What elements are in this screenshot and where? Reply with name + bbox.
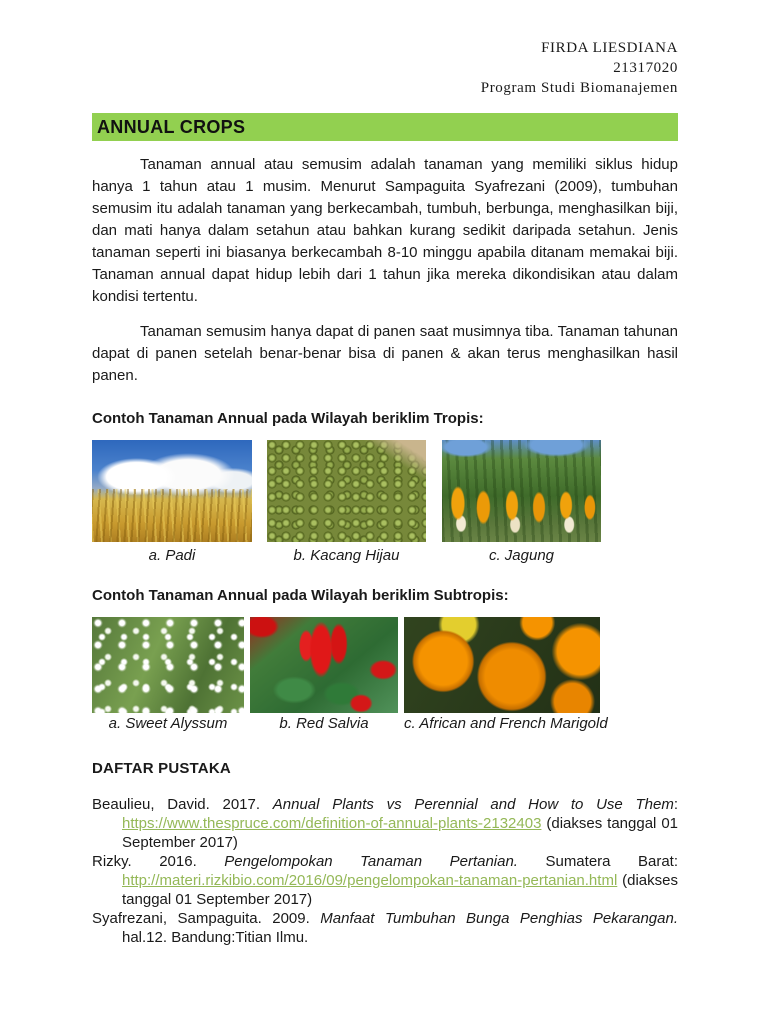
figure-padi [92,440,252,564]
reference-title: Pengelompokan Tanaman Pertanian. [224,853,518,870]
paragraph-harvest: Tanaman semusim hanya dapat di panen saat musimnya tiba. Tanaman tahunan dapat di panen setelah benar-benar bisa di panen & akan terus menghasilkan hasil panen. [92,323,678,384]
author-name: FIRDA LIESDIANA [541,40,678,56]
red-salvia-photo [250,617,398,713]
student-id: 21317020 [613,60,678,76]
reference-entry-syafrezani [92,909,678,947]
sweet-alyssum-photo [92,617,244,713]
figure-jagung [442,440,601,564]
reference-author: Rizky. 2016. [92,853,197,870]
caption-red-salvia: b. Red Salvia [279,715,369,732]
caption-padi: a. Padi [148,547,196,564]
reference-entry-beaulieu [92,795,678,852]
figure-sweet-alyssum [92,617,244,732]
mung-beans-photo [267,440,426,542]
reference-link-thespruce[interactable]: https://www.thespruce.com/definition-of-annual-plants-2132403 [122,815,542,832]
reference-author: Beaulieu, David. 2017. [92,796,261,813]
bibliography-list [92,795,678,947]
figure-kacang-hijau [267,440,426,564]
figure-row-tropis [92,440,678,564]
caption-marigold: c. African and French Marigold [404,715,608,732]
reference-author: Syafrezani, Sampaguita. 2009. [92,910,310,927]
reference-publisher: Sumatera Barat: [545,853,678,870]
reference-title: Annual Plants vs Perennial and How to Use Them [272,796,674,813]
figure-row-subtropis [92,617,678,732]
page-title: ANNUAL CROPS [92,113,678,141]
document-header [92,38,678,98]
section-heading-tropis: Contoh Tanaman Annual pada Wilayah beriklim Tropis: [92,410,484,427]
caption-kacang-hijau: b. Kacang Hijau [293,547,400,564]
reference-link-rizkibio[interactable]: http://materi.rizkibio.com/2016/09/pengelompokan-tanaman-pertanian.html [122,872,618,889]
marigold-photo [404,617,600,713]
paragraph-annual-definition: Tanaman annual atau semusim adalah tanaman yang memiliki siklus hidup hanya 1 tahun atau 1 musim. Menurut Sampaguita Syafrezani (2009), tumbuhan semusim itu adalah tanaman yang berkecambah, tumbuh, berbunga, menghasilkan biji, dan mati hanya dalam setahun atau bahkan kurang sedikit daripada setahun. Jenis tanaman seperti ini biasanya berkecambah 8-10 minggu apabila ditanam memakai biji. Tanaman annual dapat hidup lebih dari 1 tahun jika mereka dikondisikan atau dalam kondisi tertentu. [92,156,678,305]
figure-marigold [404,617,608,732]
reference-entry-rizky [92,852,678,909]
corn-field-photo [442,440,601,542]
program-name: Program Studi Biomanajemen [480,80,678,96]
caption-jagung: c. Jagung [488,547,555,564]
section-heading-subtropis: Contoh Tanaman Annual pada Wilayah beriklim Subtropis: [92,587,509,604]
rice-paddy-field-photo [92,440,252,542]
figure-red-salvia [250,617,398,732]
bibliography-heading: DAFTAR PUSTAKA [92,760,231,777]
caption-sweet-alyssum: a. Sweet Alyssum [108,715,228,732]
reference-accessed-date: (diakses tanggal 01 September 2017) [122,815,679,851]
reference-separator: : [673,796,678,813]
reference-publisher: hal.12. Bandung:Titian Ilmu. [122,929,309,946]
reference-accessed-date: (diakses tanggal 01 September 2017) [122,872,678,908]
reference-title: Manfaat Tumbuhan Bunga Penghias Pekarangan. [320,910,678,927]
